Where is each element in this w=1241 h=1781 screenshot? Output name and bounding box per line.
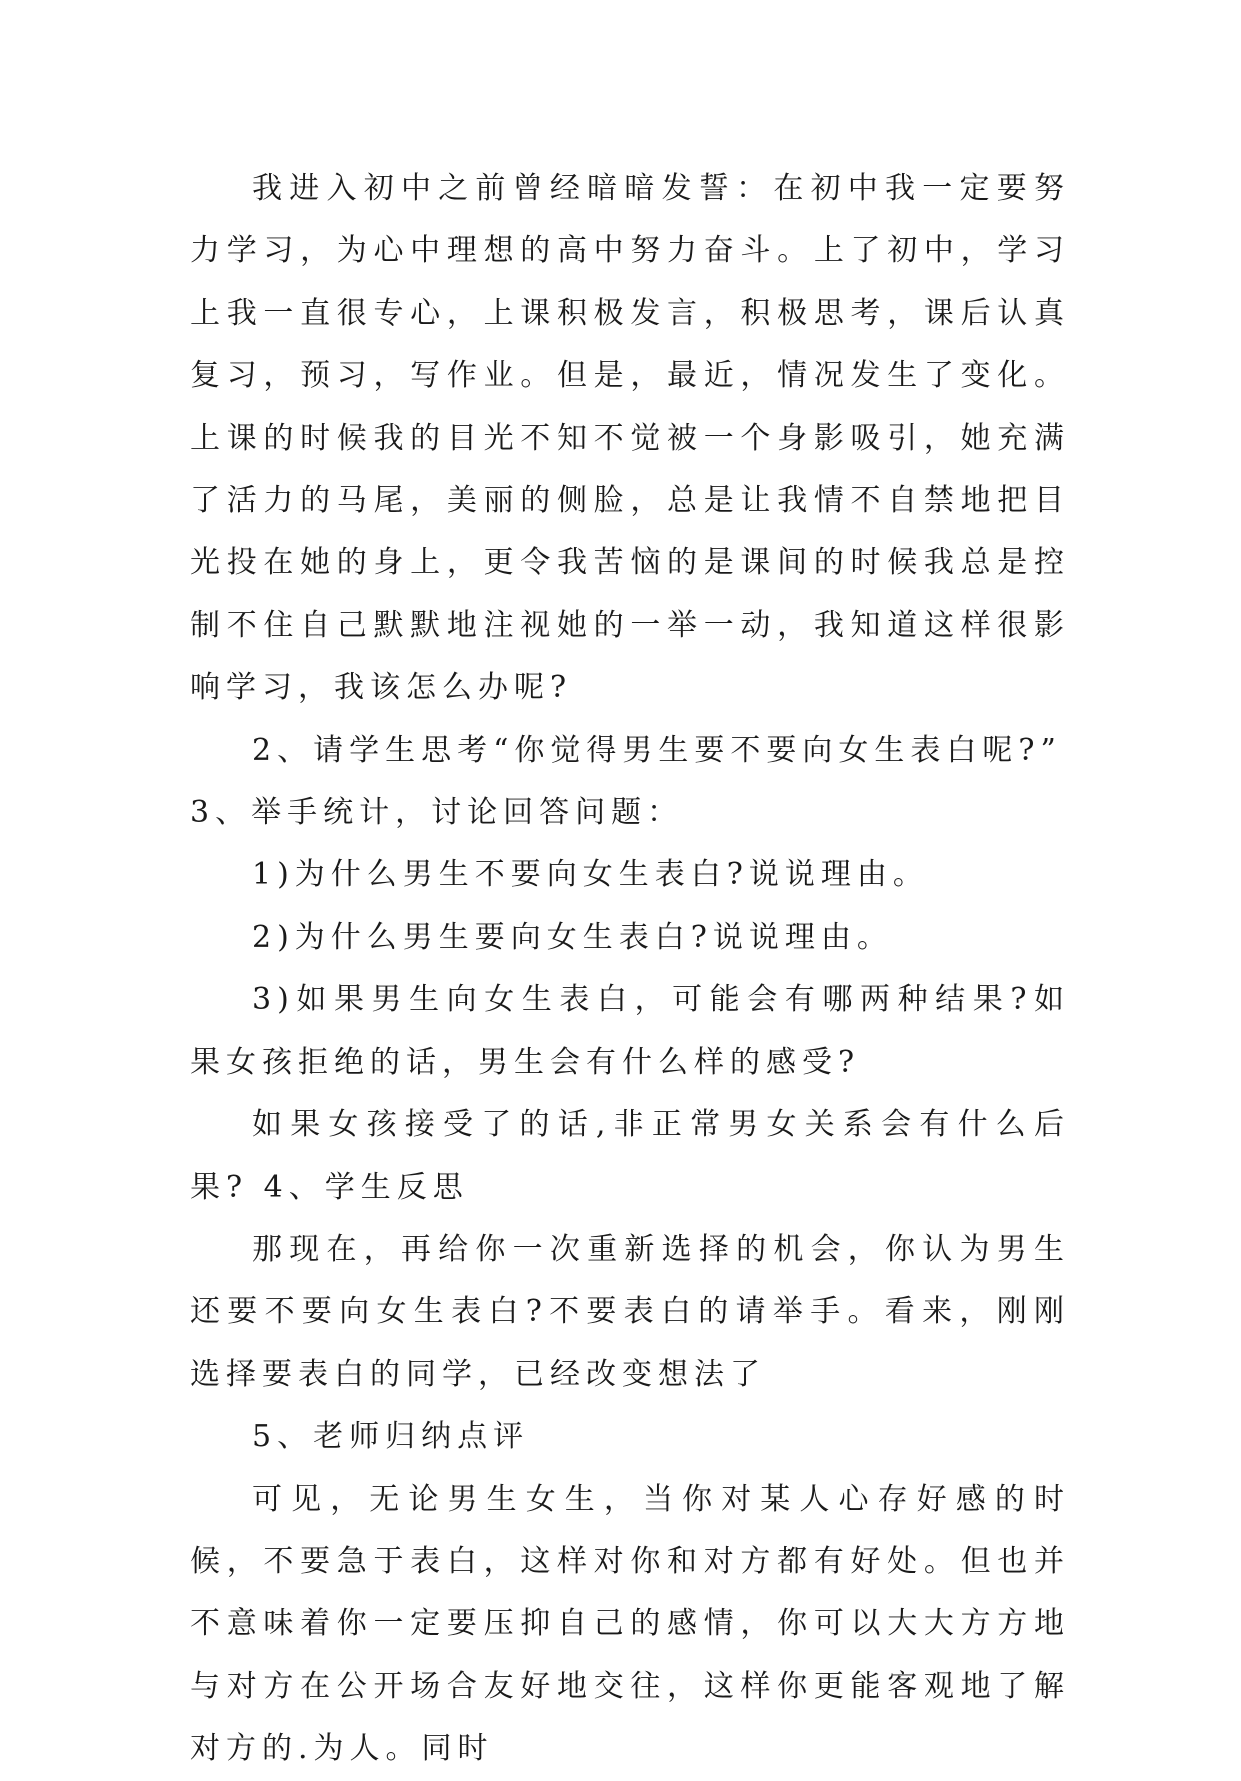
paragraph-reflection: 那现在，再给你一次重新选择的机会，你认为男生还要不要向女生表白?不要表白的请举手。看来，刚刚选择要表白的同学，已经改变想法了 [190,1231,1070,1392]
paragraph-question-2: 2)为什么男生要向女生表白?说说理由。 [252,919,893,955]
paragraph-story: 我进入初中之前曾经暗暗发誓：在初中我一定要努力学习，为心中理想的高中努力奋斗。上了初中，学习上我一直很专心，上课积极发言，积极思考，课后认真复习，预习，写作业。但是，最近，情况发生了变化。上课的时候我的目光不知不觉被一个身影吸引，她充满了活力的马尾，美丽的侧脸，总是让我情不自禁地把目光投在她的身上，更令我苦恼的是课间的时候我总是控制不住自己默默地注视她的一举一动，我知道这样很影响学习，我该怎么办呢? [190,171,1070,706]
document-body [190,158,1070,1781]
paragraph-question-1: 1)为什么男生不要向女生表白?说说理由。 [252,857,929,893]
paragraph-step-3: 3、举手统计，讨论回答问题： [190,795,684,831]
paragraph-consequence: 如果女孩接受了的话,非正常男女关系会有什么后果? 4、学生反思 [190,1107,1070,1205]
paragraph-teacher-summary: 可见，无论男生女生，当你对某人心存好感的时候，不要急于表白，这样对你和对方都有好处。但也并不意味着你一定要压抑自己的感情，你可以大大方方地与对方在公开场合友好地交往，这样你更能客观地了解对方的.为人。同时 [190,1481,1070,1767]
paragraph-step-2: 2、请学生思考“你觉得男生要不要向女生表白呢?” [252,732,1062,768]
paragraph-step-5: 5、老师归纳点评 [252,1419,530,1455]
paragraph-question-3: 3)如果男生向女生表白，可能会有哪两种结果?如果女孩拒绝的话，男生会有什么样的感受? [190,982,1070,1080]
